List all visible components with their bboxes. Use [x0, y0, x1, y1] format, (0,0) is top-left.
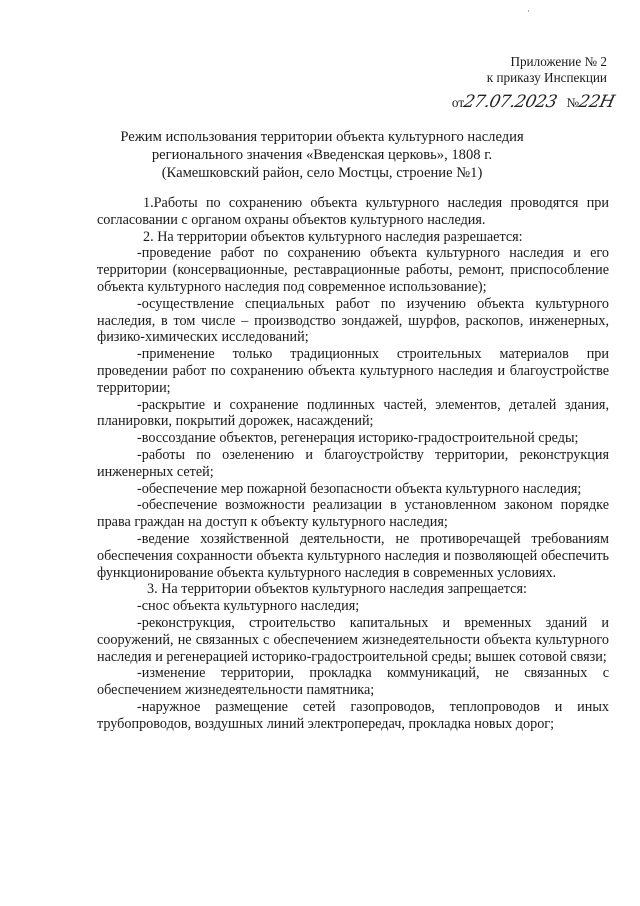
allowed-item-1: -проведение работ по сохранению объекта культурного наследия и его территории (консервационные, реставрационные работы, ремонт, приспособление объекта культурного наследия под современное использование); — [97, 245, 609, 295]
order-reference — [451, 92, 617, 112]
title-line-3: (Камешковский район, село Мостцы, строение №1) — [161, 165, 483, 181]
appendix-line-1: Приложение № 2 — [510, 54, 607, 69]
paragraph-2: 2. На территории объектов культурного наследия разрешается: — [143, 228, 523, 245]
allowed-item-8: -обеспечение возможности реализации в установленном законом порядке права граждан на доступ к объекту культурного наследия; — [97, 497, 609, 531]
title-line-2: регионального значения «Введенская церковь», 1808 г. — [151, 147, 493, 163]
prohibited-item-3: -изменение территории, прокладка коммуникаций, не связанных с обеспечением жизнедеятельности памятника; — [97, 665, 609, 699]
prohibited-item-1: -снос объекта культурного наследия; — [137, 598, 360, 615]
document-body — [97, 195, 609, 733]
allowed-item-4: -раскрытие и сохранение подлинных частей, элементов, деталей здания, планировки, покрытий дорожек, насаждений; — [97, 396, 609, 430]
order-date-handwritten: 27.07.2023 — [461, 92, 559, 112]
paragraph-1: 1.Работы по сохранению объекта культурного наследия проводятся при согласовании с органом охраны объектов культурного наследия. — [97, 195, 609, 228]
allowed-item-7: -обеспечение мер пожарной безопасности объекта культурного наследия; — [137, 480, 582, 497]
allowed-item-6: -работы по озеленению и благоустройству территории, реконструкция инженерных сетей; — [97, 446, 609, 480]
corner-mark: · — [527, 6, 530, 16]
paragraph-3: 3. На территории объектов культурного наследия запрещается: — [147, 581, 527, 598]
order-prefix: от — [451, 95, 465, 110]
prohibited-item-4: -наружное размещение сетей газопроводов, теплопроводов и иных трубопроводов, воздушных линий электропередач, прокладка новых дорог; — [97, 698, 609, 732]
order-number-handwritten: 22Н — [576, 92, 617, 112]
allowed-item-5: -воссоздание объектов, регенерация историко-градостроительной среды; — [137, 430, 579, 447]
document-title — [60, 128, 584, 182]
order-number-prefix: № — [566, 95, 580, 110]
prohibited-item-2: -реконструкция, строительство капитальных и временных зданий и сооружений, не связанных с обеспечением жизнедеятельности объекта культурного наследия и регенерацией историко-градостроительной среды; вышек сотовой связи; — [97, 614, 609, 665]
allowed-item-3: -применение только традиционных строительных материалов при проведении работ по сохранению объекта культурного наследия и благоустройстве территории; — [97, 346, 609, 396]
appendix-line-2: к приказу Инспекции — [486, 70, 607, 85]
appendix-header — [487, 54, 607, 86]
allowed-item-9: -ведение хозяйственной деятельности, не противоречащей требованиям обеспечения сохранности объекта культурного наследия и позволяющей обеспечить функционирование объекта культурного наследия в современных условиях. — [97, 530, 609, 581]
allowed-item-2: -осуществление специальных работ по изучению объекта культурного наследия, в том числе – производство зондажей, шурфов, раскопов, инженерных, физико-химических исследований; — [97, 295, 609, 346]
title-line-1: Режим использования территории объекта культурного наследия — [120, 129, 524, 145]
